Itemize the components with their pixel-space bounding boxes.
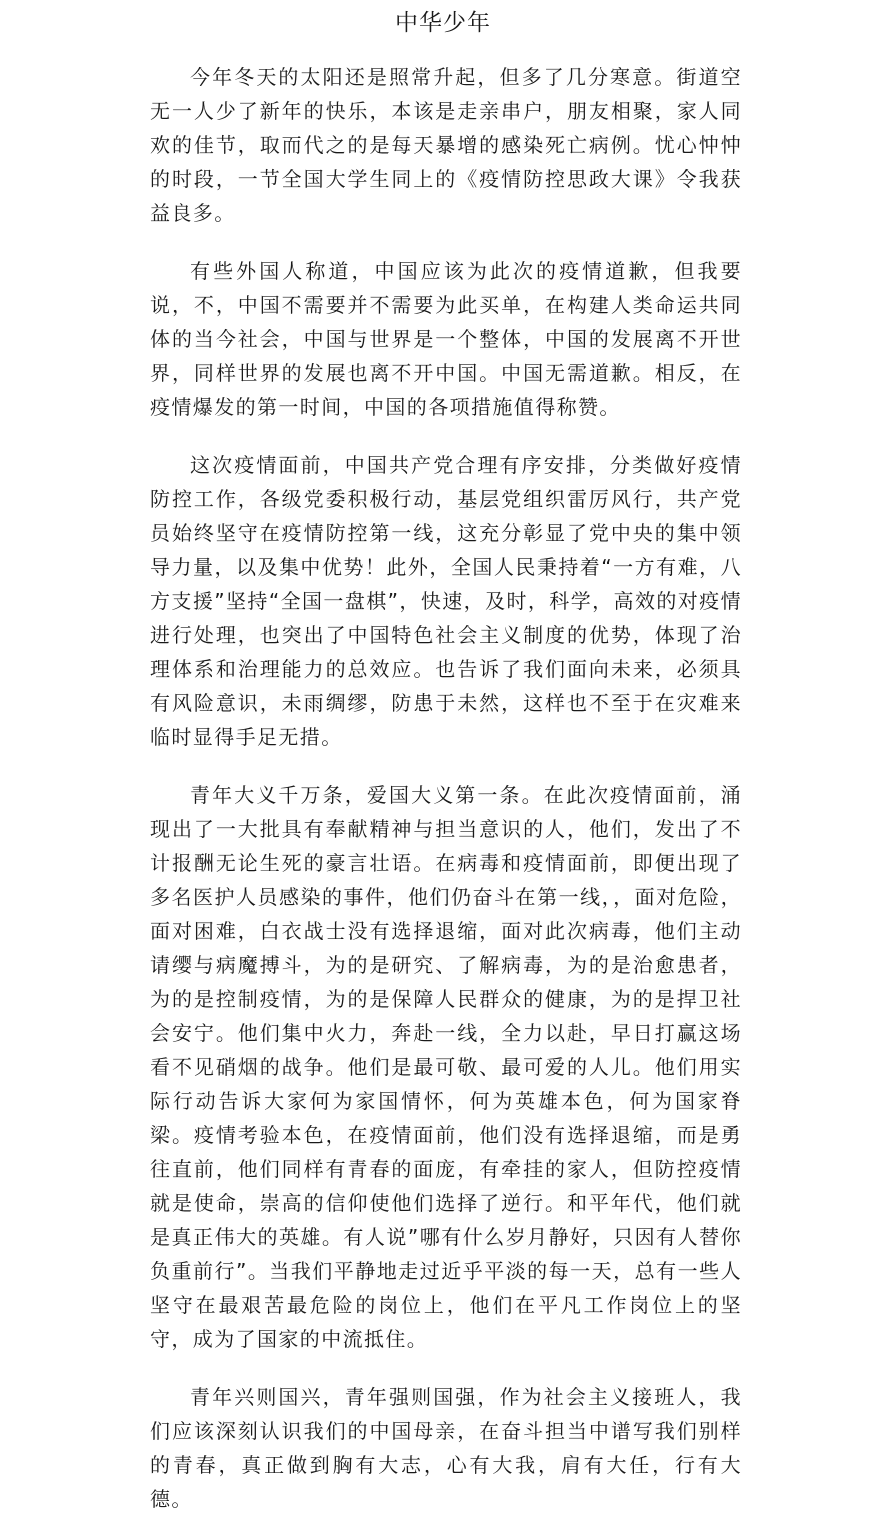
document-body <box>150 60 742 1540</box>
document-title: 中华少年 <box>395 10 491 36</box>
paragraph-3: 这次疫情面前，中国共产党合理有序安排，分类做好疫情防控工作，各级党委积极行动，基层党组织雷厉风行，共产党员始终坚守在疫情防控第一线，这充分彰显了党中央的集中领导力量，以及集中优势！此外，全国人民秉持着“一方有难，八方支援”坚持“全国一盘棋”，快速，及时，科学，高效的对疫情进行处理，也突出了中国特色社会主义制度的优势，体现了治理体系和治理能力的总效应。也告诉了我们面向未来，必须具有风险意识，未雨绸缪，防患于未然，这样也不至于在灾难来临时显得手足无措。 <box>150 453 742 749</box>
paragraph-1: 今年冬天的太阳还是照常升起，但多了几分寒意。街道空无一人少了新年的快乐，本该是走亲串户，朋友相聚，家人同欢的佳节，取而代之的是每天暴增的感染死亡病例。忧心忡忡的时段，一节全国大学生同上的《疫情防控思政大课》令我获益良多。 <box>150 65 742 225</box>
paragraph-4: 青年大义千万条，爱国大义第一条。在此次疫情面前，涌现出了一大批具有奉献精神与担当意识的人，他们，发出了不计报酬无论生死的豪言壮语。在病毒和疫情面前，即便出现了多名医护人员感染的事件，他们仍奋斗在第一线，，面对危险，面对困难，白衣战士没有选择退缩，面对此次病毒，他们主动请缨与病魔搏斗，为的是研究、了解病毒，为的是治愈患者，为的是控制疫情，为的是保障人民群众的健康，为的是捍卫社会安宁。他们集中火力，奔赴一线，全力以赴，早日打赢这场看不见硝烟的战争。他们是最可敬、最可爱的人儿。他们用实际行动告诉大家何为家国情怀，何为英雄本色，何为国家脊梁。疫情考验本色，在疫情面前，他们没有选择退缩，而是勇往直前，他们同样有青春的面庞，有牵挂的家人，但防控疫情就是使命，崇高的信仰使他们选择了逆行。和平年代，他们就是真正伟大的英雄。有人说”哪有什么岁月静好，只因有人替你负重前行”。当我们平静地走过近乎平淡的每一天，总有一些人坚守在最艰苦最危险的岗位上，他们在平凡工作岗位上的坚守，成为了国家的中流抵住。 <box>150 783 742 1351</box>
paragraph-2: 有些外国人称道，中国应该为此次的疫情道歉，但我要说，不，中国不需要并不需要为此买单，在构建人类命运共同体的当今社会，中国与世界是一个整体，中国的发展离不开世界，同样世界的发展也离不开中国。中国无需道歉。相反，在疫情爆发的第一时间，中国的各项措施值得称赞。 <box>150 259 742 419</box>
paragraph-5: 青年兴则国兴，青年强则国强，作为社会主义接班人，我们应该深刻认识我们的中国母亲，在奋斗担当中谱写我们别样的青春，真正做到胸有大志，心有大我，肩有大任，行有大德。 <box>150 1385 742 1511</box>
